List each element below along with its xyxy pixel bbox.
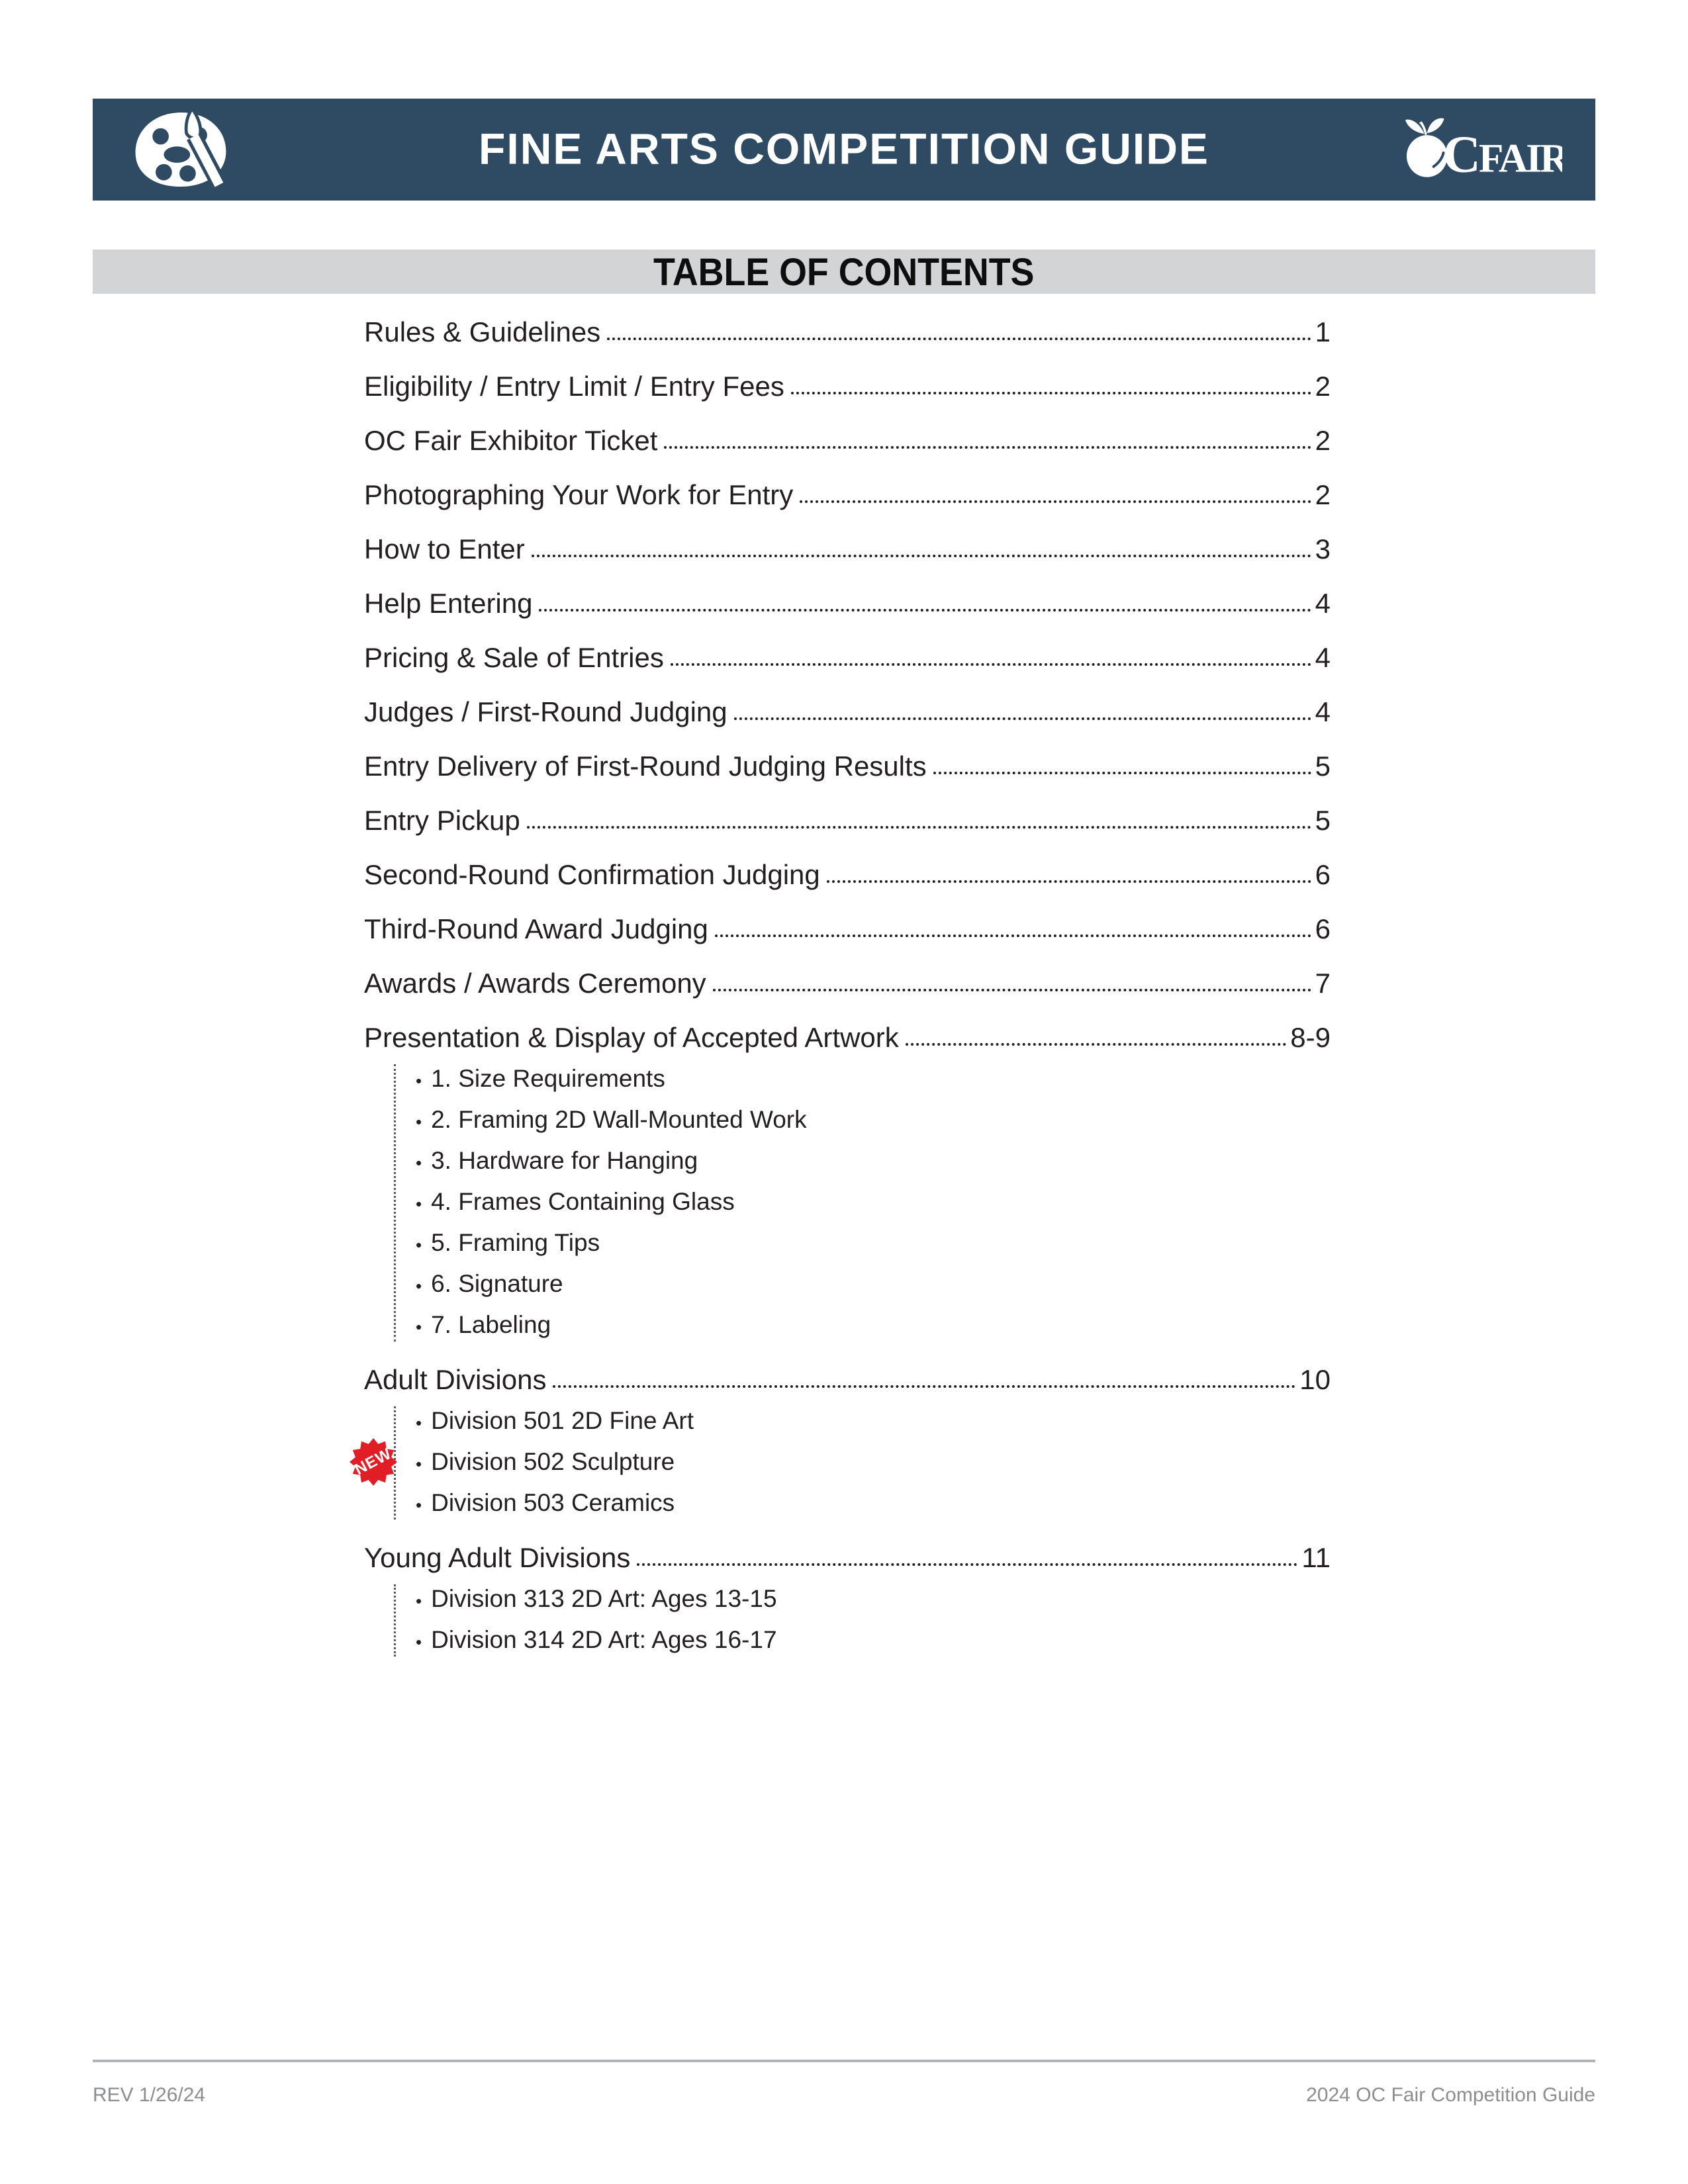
toc-entry [364,643,1331,672]
toc-row [364,915,1331,944]
bullet-icon: • [416,1235,422,1255]
footer-divider [93,2060,1595,2062]
toc-entry [364,915,1331,944]
bullet-icon: • [416,1194,422,1214]
toc-subitem-label: 4. Frames Containing Glass [431,1188,735,1215]
bullet-icon: • [416,1413,422,1433]
bullet-icon: • [416,1276,422,1296]
toc-entry-page: 2 [1315,371,1331,402]
toc-entry-label: Pricing & Sale of Entries [364,642,664,673]
toc-entry-page: 2 [1315,479,1331,510]
toc-row [364,480,1331,510]
dotted-leader [800,500,1311,503]
table-of-contents [352,316,1331,1680]
footer [93,2082,1595,2109]
dotted-leader [607,338,1311,340]
toc-entry-label: Adult Divisions [364,1364,547,1395]
toc-row [364,589,1331,618]
toc-entry-label: Rules & Guidelines [364,316,601,347]
dotted-leader [664,446,1311,449]
toc-entry-page: 8-9 [1290,1022,1331,1053]
toc-subitem [416,1490,1331,1518]
toc-entry-label: Eligibility / Entry Limit / Entry Fees [364,371,784,402]
toc-sublist [352,1406,1331,1520]
toc-subitem [416,1586,1331,1614]
header-bar [93,99,1595,201]
dotted-leader [827,880,1311,883]
toc-entry [364,1543,1331,1657]
toc-subitem-label: 7. Labeling [431,1311,551,1338]
toc-row [364,860,1331,889]
footer-revision-date: REV 1/26/24 [93,2084,206,2106]
toc-entry-page: 6 [1315,859,1331,890]
toc-entry-page: 4 [1315,696,1331,727]
toc-entry-page: 10 [1299,1364,1331,1395]
toc-subitem-label: Division 313 2D Art: Ages 13-15 [431,1585,777,1612]
toc-entry-label: Entry Pickup [364,805,520,836]
dotted-leader [713,989,1311,991]
toc-row [364,372,1331,401]
svg-text:CFAIR [1443,126,1562,179]
toc-subitem-label: 6. Signature [431,1270,563,1297]
toc-subitem [352,1444,1331,1479]
toc-entry [364,860,1331,889]
toc-subitem-label: 3. Hardware for Hanging [431,1147,698,1174]
toc-subitem-label: Division 503 Ceramics [431,1489,675,1516]
toc-entry [364,535,1331,564]
toc-entry [364,480,1331,510]
toc-subitem [416,1408,1331,1436]
toc-entry [364,372,1331,401]
toc-row [364,698,1331,727]
ocfair-logo [1405,116,1562,179]
bullet-icon: • [416,1071,422,1091]
toc-entry [364,698,1331,727]
dotted-leader [532,555,1311,557]
toc-subitem [416,1271,1331,1299]
toc-sublist [394,1064,1331,1342]
dotted-leader [637,1563,1297,1566]
toc-entry-label: Entry Delivery of First-Round Judging Results [364,751,927,782]
toc-row [364,1023,1331,1052]
new-badge-label: NEW [352,1444,395,1479]
footer-guide-title: 2024 OC Fair Competition Guide [1306,2084,1595,2106]
dotted-leader [906,1043,1287,1046]
toc-entry-label: Second-Round Confirmation Judging [364,859,820,890]
toc-entry-page: 4 [1315,588,1331,619]
toc-entry [364,589,1331,618]
toc-entry-label: Presentation & Display of Accepted Artwork [364,1022,899,1053]
dotted-leader [734,717,1311,720]
toc-subitem-label: 5. Framing Tips [431,1229,600,1256]
toc-subitem [416,1312,1331,1340]
toc-entry-label: Third-Round Award Judging [364,913,708,944]
toc-entry-label: OC Fair Exhibitor Ticket [364,425,658,456]
toc-entry-page: 3 [1315,533,1331,565]
toc-row [364,643,1331,672]
bullet-icon: • [416,1317,422,1337]
palette-icon [131,108,232,191]
toc-entry-page: 7 [1315,968,1331,999]
toc-entry-label: Judges / First-Round Judging [364,696,727,727]
toc-row [364,426,1331,455]
toc-row [364,318,1331,347]
toc-entry [364,318,1331,347]
toc-subitem-label: Division 501 2D Fine Art [431,1407,694,1434]
toc-entry-page: 11 [1301,1542,1331,1573]
toc-entry-page: 5 [1315,805,1331,836]
toc-entry [364,969,1331,998]
toc-subitem [416,1189,1331,1217]
toc-entry-label: Photographing Your Work for Entry [364,479,794,510]
toc-entry-page: 6 [1315,913,1331,944]
toc-subitem [416,1066,1331,1094]
toc-entry [364,752,1331,781]
toc-subitem [416,1627,1331,1655]
dotted-leader [933,772,1311,774]
toc-row [364,969,1331,998]
dotted-leader [527,826,1311,829]
bullet-icon: • [416,1454,422,1474]
bullet-icon: • [416,1632,422,1652]
toc-row [364,752,1331,781]
toc-entry-label: Young Adult Divisions [364,1542,631,1573]
toc-entry-page: 5 [1315,751,1331,782]
toc-row [364,535,1331,564]
bullet-icon: • [416,1591,422,1611]
dotted-leader [671,663,1311,666]
logo-letter-c: C [1442,125,1479,179]
bullet-icon: • [416,1153,422,1173]
new-badge [350,1438,397,1486]
toc-subitem-label: 1. Size Requirements [431,1065,665,1092]
toc-entry-page: 2 [1315,425,1331,456]
toc-entry-label: How to Enter [364,533,525,565]
dotted-leader [553,1385,1295,1388]
logo-letters-fair: FAIR [1478,136,1562,179]
toc-title: TABLE OF CONTENTS [653,250,1035,294]
toc-sublist [394,1584,1331,1657]
dotted-leader [539,609,1311,612]
toc-row [364,1543,1331,1572]
toc-entry [364,426,1331,455]
dotted-leader [791,392,1311,394]
toc-entry-label: Awards / Awards Ceremony [364,968,706,999]
toc-subitem [416,1230,1331,1258]
toc-entry-page: 1 [1315,316,1331,347]
toc-subitem-label: 2. Framing 2D Wall-Mounted Work [431,1106,807,1133]
toc-entry-label: Help Entering [364,588,533,619]
toc-entry [364,1023,1331,1342]
page-title: FINE ARTS COMPETITION GUIDE [479,124,1209,173]
toc-title-bar [93,250,1595,294]
toc-subitem [416,1148,1331,1176]
toc-subitem-label: Division 502 Sculpture [431,1448,675,1475]
toc-subitem [416,1107,1331,1135]
toc-entry-page: 4 [1315,642,1331,673]
toc-subitem-label: Division 314 2D Art: Ages 16-17 [431,1626,777,1653]
toc-row [364,1365,1331,1394]
toc-row [364,806,1331,835]
bullet-icon: • [416,1495,422,1515]
bullet-icon: • [416,1112,422,1132]
toc-entry [364,806,1331,835]
toc-entry [352,1364,1331,1520]
dotted-leader [715,934,1311,937]
